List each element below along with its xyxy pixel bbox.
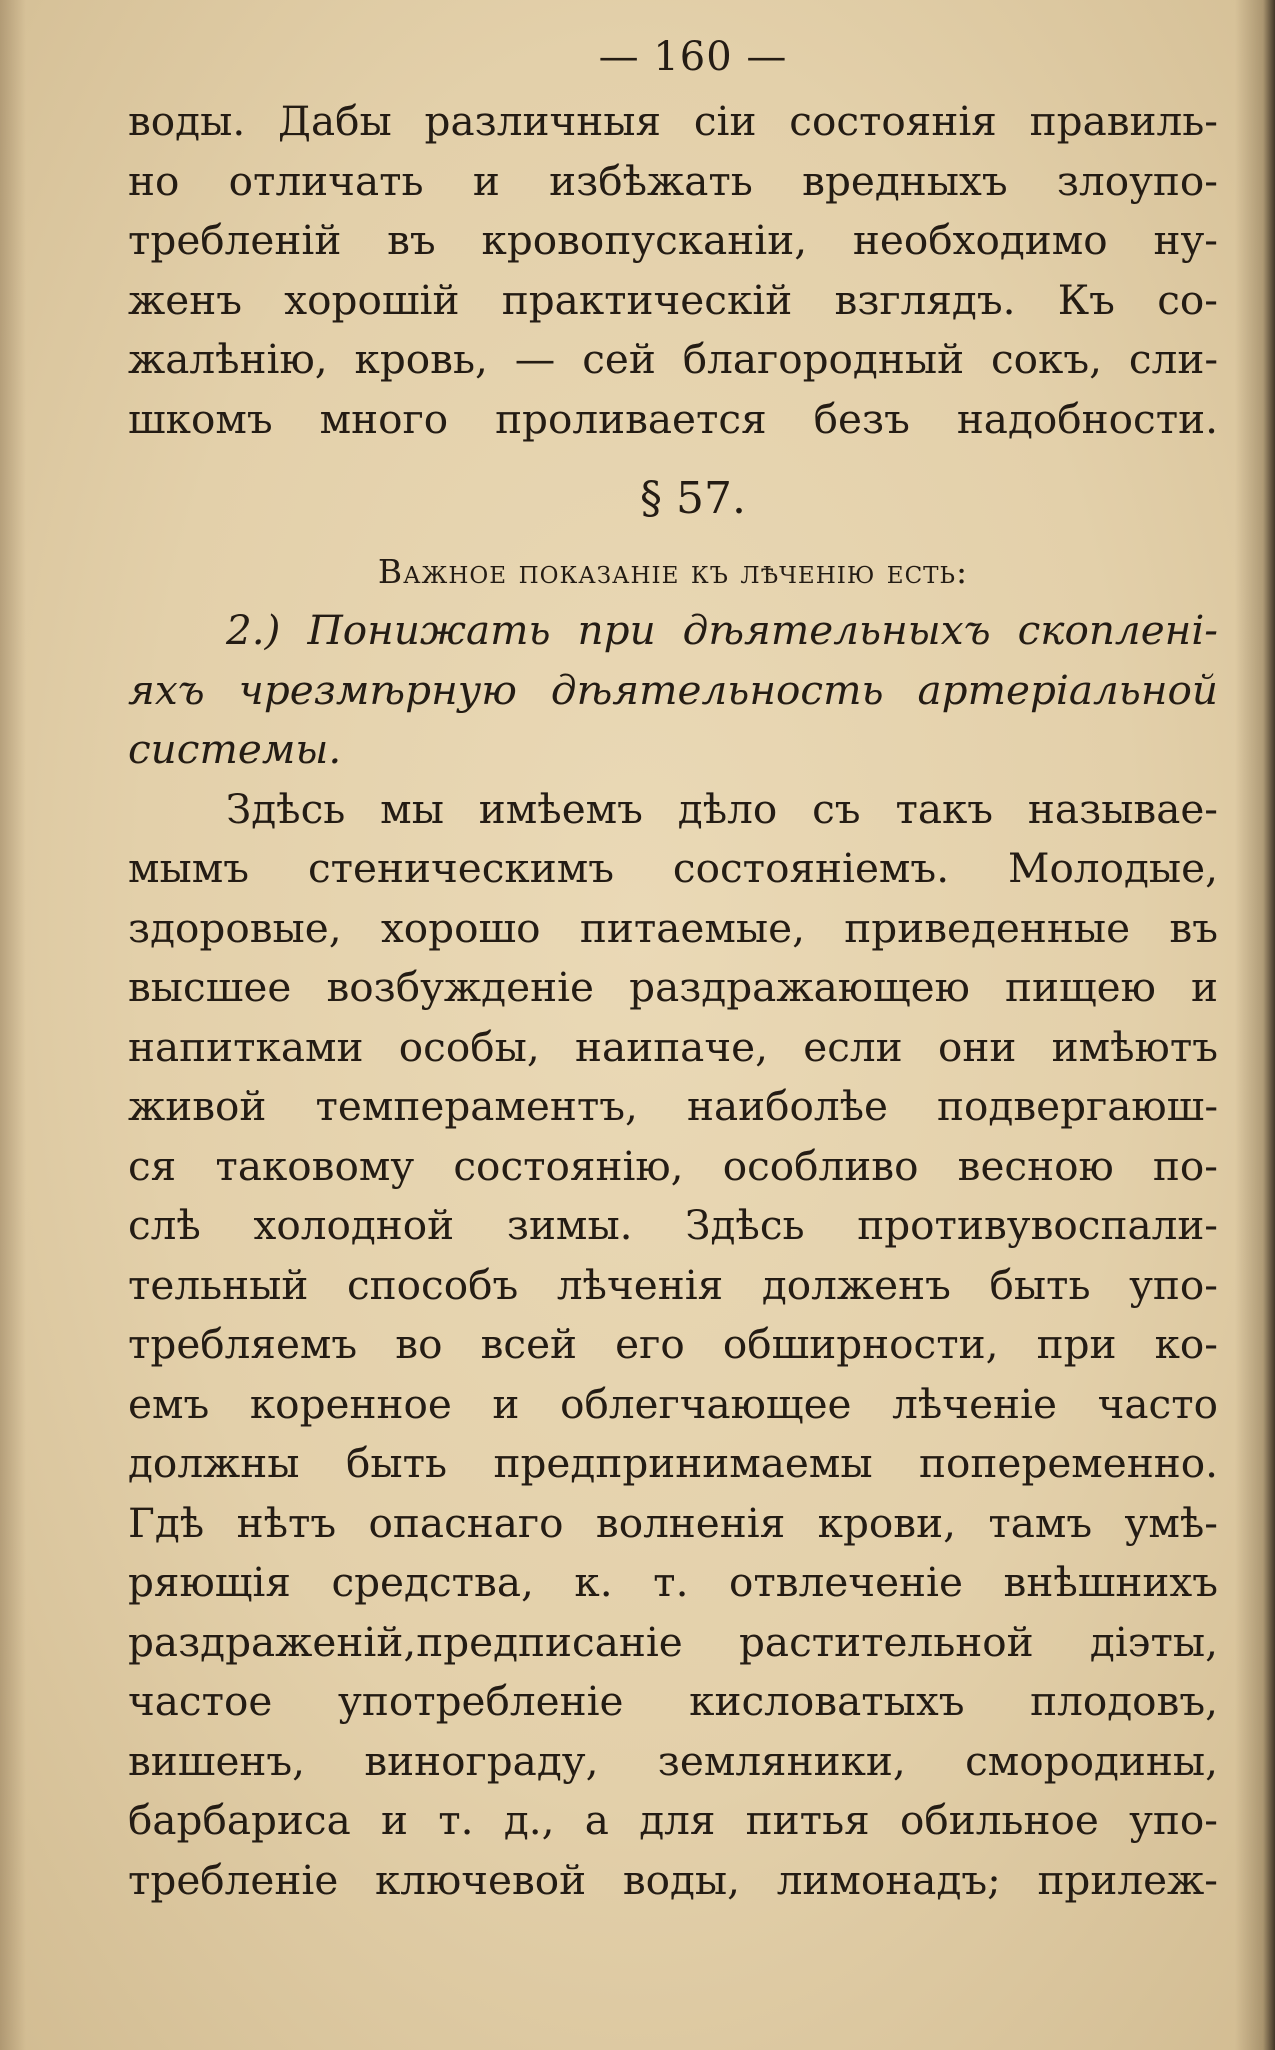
text-line: барбариса и т. д., а для питья обильное упо- [128, 1796, 1218, 1844]
text-line: Здѣсь мы имѣемъ дѣло съ такъ называе- [226, 784, 1218, 833]
page-right-edge [1235, 0, 1275, 2050]
text-line: но отличать и избѣжать вредныхъ злоупо- [128, 156, 1218, 205]
paragraph-continuation [128, 92, 1218, 449]
text-line: мымъ стеническимъ состояніемъ. Молодые, [128, 844, 1218, 892]
indication-statement [128, 601, 1218, 780]
indication-heading: Важное показаніе къ лѣченію есть: [377, 552, 969, 591]
text-line: требленій въ кровопусканіи, необходимо ну- [128, 216, 1218, 264]
text-line: живой темпераментъ, наиболѣе подвергаюш- [128, 1082, 1218, 1130]
text-line: раздраженій,предписаніе растительной діэты, [128, 1617, 1218, 1666]
text-line: ряющія средства, к. т. отвлеченіе внѣшнихъ [128, 1558, 1218, 1606]
page-content [128, 22, 1218, 1910]
text-line: 2.) Понижать при дѣятельныхъ скопленi- [226, 606, 1218, 654]
text-line: слѣ холодной зимы. Здѣсь противувоспали- [128, 1201, 1218, 1249]
text-line: воды. Дабы различныя сіи состоянія правиль- [128, 97, 1218, 145]
body-paragraph [128, 780, 1218, 1911]
text-line: требленіе ключевой воды, лимонадъ; прилеж- [128, 1855, 1218, 1904]
text-line: емъ коренное и облегчающее лѣченіе часто [128, 1379, 1218, 1428]
text-line: должны быть предпринимаемы попеременно. [128, 1439, 1218, 1487]
text-line: яхъ чрезмѣрную дѣятельность артеріальной [128, 665, 1218, 714]
page-number-header: — 160 — [598, 34, 788, 80]
text-line: ся таковому состоянію, особливо весною по- [128, 1141, 1218, 1190]
text-line: женъ хорошій практическій взглядъ. Къ со- [128, 275, 1218, 324]
text-line: тельный способъ лѣченія долженъ быть упо- [128, 1260, 1218, 1309]
text-line: требляемъ во всей его обширности, при ко- [128, 1320, 1218, 1368]
text-line: напитками особы, наипаче, если они имѣютъ [128, 1022, 1218, 1071]
text-line: высшее возбужденіе раздражающею пищею и [128, 963, 1218, 1011]
text-line: здоровые, хорошо питаемые, приведенные въ [128, 903, 1218, 952]
text-line: вишенъ, винограду, земляники, смородины, [128, 1736, 1218, 1785]
page-left-shadow [0, 0, 26, 2050]
text-line: системы. [128, 725, 342, 773]
text-line: шкомъ много проливается безъ надобности. [128, 394, 1218, 443]
text-line: Гдѣ нѣтъ опаснаго волненія крови, тамъ умѣ- [128, 1498, 1218, 1547]
section-heading: § 57. [640, 473, 746, 524]
text-line: жалѣнію, кровь, — сей благородный сокъ, сли- [128, 335, 1218, 383]
text-line: частое употребленіе кисловатыхъ плодовъ, [128, 1677, 1218, 1725]
